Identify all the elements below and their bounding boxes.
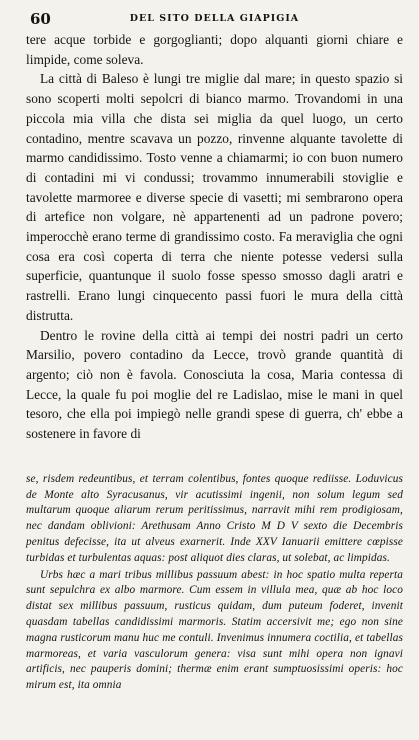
note-paragraph: se, risdem redeuntibus, et terram colentibus, fontes quoque rediisse. Loduvicus de Monte alto Syracusanus, vir acutissimi ingenii, non solum legum sed multarum quoque aliarum rerum peritissimus, narravit mihi rem prodigiosam, nec dandam oblivioni: Arethusam Anno Cristo M D V sexto die Decembris penitus defecisse, ita ut alveus exarnerit. Inde XXV Ianuarii emittere cœpisse turbidas et turbulentas aquas: post aliquot dies claras, ut solebat, ac limpidas. — [26, 472, 403, 564]
body-paragraph: La città di Baleso è lungi tre miglie dal mare; in questo spazio si sono scoperti molti sepolcri di bianco marmo. Trovandomi in una piccola mia villa che dista sei miglia da quel luogo, un certo contadino, mentre scavava un pozzo, rinvenne alquante tavolette di marmo candidissimo. Tosto venne a chiamarmi; io con buon numero di contadini mi vi condussi; trovammo innumerabili stoviglie e tavolette marmoree e diverse specie di vasetti; mi sembrarono opera di artefice non volgare, nè appartenenti ad un padrone povero; imperocchè erano terme di grandissimo costo. Fa meraviglia che ogni cosa era così coperta di terra che niente potesse vedersi sulla superficie, quantunque il suolo fosse spesso smosso dagli aratri e rastrelli. Erano lungi cinquecento passi fuori le mura della città distrutta. — [26, 71, 403, 323]
body-paragraph: tere acque torbide e gorgoglianti; dopo alquanti giorni chiare e limpide, come soleva. — [26, 32, 403, 67]
body-paragraph: Dentro le rovine della città ai tempi dei nostri padri un certo Marsilio, povero contadino da Lecce, trovò grande quantità di argento; ciò non è favola. Conosciuta la cosa, Maria contessa di Lecce, la quale fu poi moglie del re Ladislao, mise le mani in quel tesoro, che ella poi impiegò nelle grandi spese di guerra, ch' ebbe a sostenere in favore di — [26, 327, 403, 442]
page-number: 60 — [30, 10, 51, 28]
running-head — [26, 8, 403, 30]
latin-notes — [26, 472, 403, 694]
main-text — [26, 30, 403, 444]
running-title: DEL SITO DELLA GIAPIGIA — [129, 13, 300, 24]
note-paragraph: Urbs hæc a mari tribus millibus passuum abest: in hoc spatio multa reperta sunt sepulchra ex albo marmore. Cum essem in villula mea, quæ ab hoc loco distat sex millibus passuum, rusticus quidam, dum puteum foderet, invenit quasdam tabellas candidissimi marmoris. Statim accersivit me; ego non sine magna rusticorum manu huc me contuli. Invenimus innumera coctilia, et tabellas marmoreas, et varia vasculorum genera: visa sunt mihi opera non ignavi artificis, nec pauperis domini; thermæ enim erant sumptuosissimi operis: hoc mirum est, ita omnia — [26, 568, 403, 692]
